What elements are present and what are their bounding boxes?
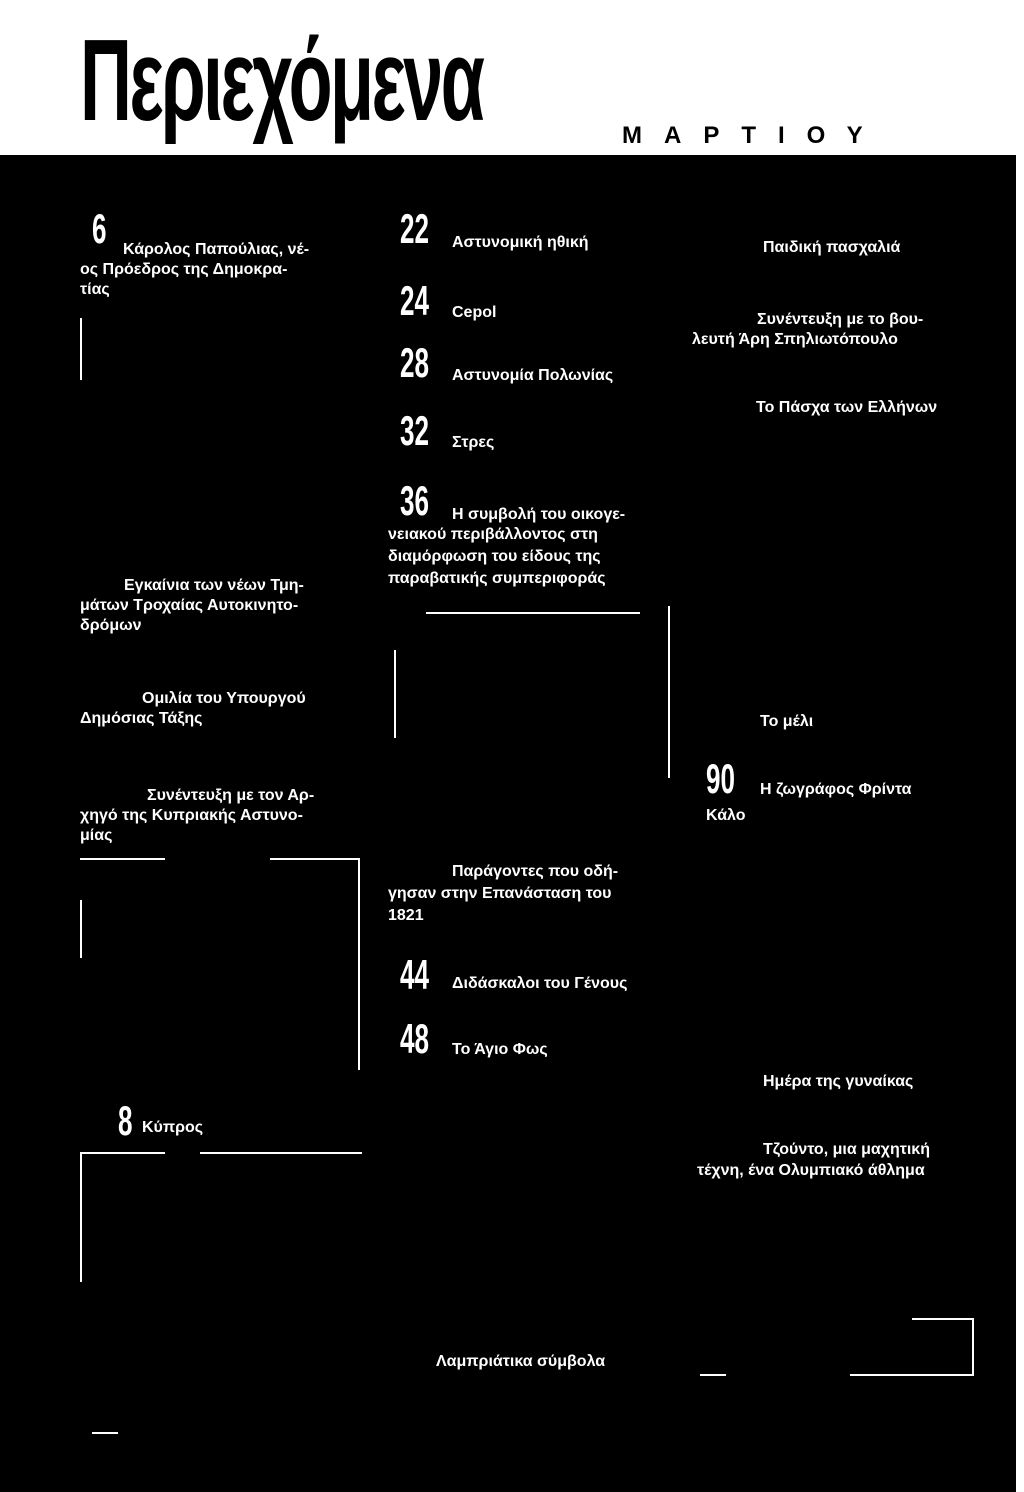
egkainia-line2[interactable]: μάτων Τροχαίας Αυτοκινητο- (80, 597, 299, 614)
entry-28-number: 28 (400, 339, 429, 386)
rule-line (850, 1374, 974, 1376)
lampriatika-title[interactable]: Λαμπριάτικα σύμβολα (436, 1353, 606, 1370)
vertical-rule (80, 318, 82, 380)
entry-32-title[interactable]: Στρες (452, 434, 495, 451)
vertical-rule (668, 606, 670, 778)
entry-6-line3[interactable]: τίας (80, 281, 110, 298)
imera-title[interactable]: Ημέρα της γυναίκας (763, 1073, 914, 1090)
entry-22-title[interactable]: Αστυνομική ηθική (452, 234, 589, 251)
synenteuxi-line1[interactable]: Συνέντευξη με το βου- (757, 311, 924, 328)
entry-36-line2[interactable]: νειακού περιβάλλοντος στη (388, 526, 598, 543)
entry-6-number: 6 (92, 205, 107, 252)
rule-line (426, 612, 640, 614)
rule-line (700, 1374, 726, 1376)
omilia-line1[interactable]: Ομιλία του Υπουργού (142, 690, 306, 707)
entry-36-line1[interactable]: Η συμβολή του οικογε- (452, 506, 626, 523)
entry-48-title[interactable]: Το Άγιο Φως (452, 1041, 548, 1058)
entry-22-number: 22 (400, 205, 429, 252)
entry-44-number: 44 (400, 951, 429, 998)
omilia-line2[interactable]: Δημόσιας Τάξης (80, 710, 203, 727)
vertical-rule (394, 650, 396, 738)
page-title: Περιεχόμενα (80, 15, 483, 145)
rule-line (80, 1152, 165, 1154)
paragontes-line1[interactable]: Παράγοντες που οδή- (452, 863, 619, 880)
entry-90-title-cont[interactable]: Κάλο (706, 807, 746, 824)
entry-90-title[interactable]: Η ζωγράφος Φρίντα (760, 781, 912, 798)
kypros-interview-line3[interactable]: μίας (80, 827, 113, 844)
rule-line (200, 1152, 362, 1154)
entry-6-line1[interactable]: Κάρολος Παπούλιας, νέ- (123, 241, 310, 258)
rule-line (270, 858, 360, 860)
paragontes-line2[interactable]: γησαν στην Επανάσταση του (388, 885, 612, 902)
tzoudo-line1[interactable]: Τζούντο, μια μαχητική (763, 1141, 930, 1158)
vertical-rule (972, 1318, 974, 1376)
tzoudo-line2[interactable]: τέχνη, ένα Ολυμπιακό άθλημα (697, 1162, 925, 1179)
entry-36-number: 36 (400, 477, 429, 524)
entry-44-title[interactable]: Διδάσκαλοι του Γένους (452, 975, 628, 992)
synenteuxi-line2[interactable]: λευτή Άρη Σπηλιωτόπουλο (692, 331, 898, 348)
right-margin-strip (1016, 155, 1024, 1492)
pasxa-title[interactable]: Το Πάσχα των Ελλήνων (756, 399, 938, 416)
issue-month: ΜΑΡΤΙΟΥ (622, 122, 885, 149)
entry-24-number: 24 (400, 277, 429, 324)
vertical-rule (358, 858, 360, 1070)
entry-36-line4[interactable]: παραβατικής συμπεριφοράς (388, 570, 606, 587)
kypros-interview-line2[interactable]: χηγό της Κυπριακής Αστυνο- (80, 807, 303, 824)
paragontes-line3[interactable]: 1821 (388, 907, 424, 924)
entry-48-number: 48 (400, 1015, 429, 1062)
egkainia-line3[interactable]: δρόμων (80, 617, 142, 634)
paidiki-title[interactable]: Παιδική πασχαλιά (763, 239, 901, 256)
rule-line (912, 1318, 974, 1320)
kypros-interview-line1[interactable]: Συνέντευξη με τον Αρ- (147, 787, 315, 804)
vertical-rule (80, 1152, 82, 1282)
entry-8-title[interactable]: Κύπρος (142, 1119, 204, 1136)
vertical-rule (80, 900, 82, 958)
entry-24-title[interactable]: Cepol (452, 304, 497, 321)
rule-line (92, 1432, 118, 1434)
entry-28-title[interactable]: Αστυνομία Πολωνίας (452, 367, 614, 384)
entry-32-number: 32 (400, 407, 429, 454)
entry-90-number: 90 (706, 755, 735, 802)
meli-title[interactable]: Το μέλι (760, 713, 814, 730)
rule-line (80, 858, 165, 860)
egkainia-line1[interactable]: Εγκαίνια των νέων Τμη- (124, 577, 304, 594)
entry-6-line2[interactable]: ος Πρόεδρος της Δημοκρα- (80, 261, 288, 278)
entry-8-number: 8 (118, 1097, 133, 1144)
entry-36-line3[interactable]: διαμόρφωση του είδους της (388, 548, 601, 565)
